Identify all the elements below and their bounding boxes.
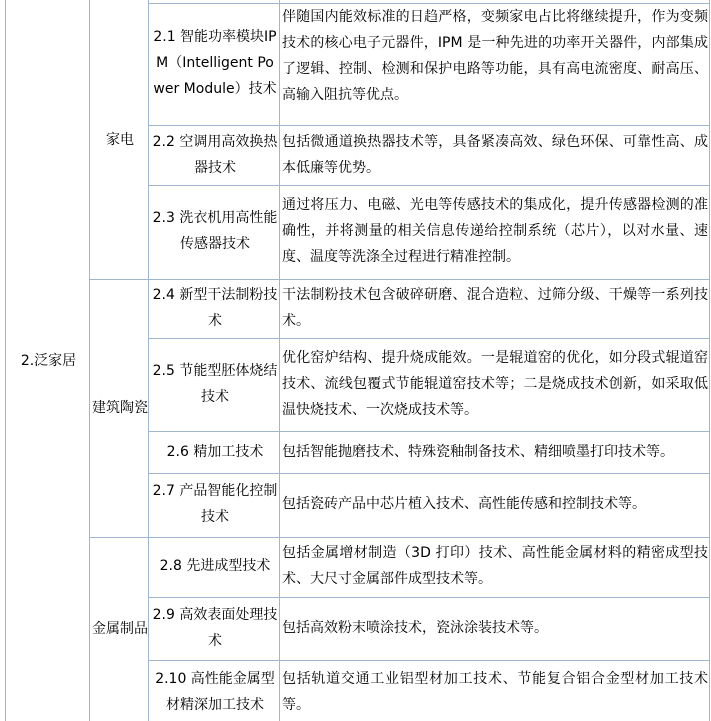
description-text: 包括轨道交通工业铝型材加工技术、节能复合铝合金型材加工技术等。	[282, 670, 708, 713]
tech-label: 2.1 智能功率模块IPM（Intelligent Power Module）技术	[153, 29, 277, 97]
grid-line-horizontal	[148, 597, 710, 598]
description-cell	[280, 475, 710, 533]
level1-category-label: 2.泛家居	[20, 352, 77, 369]
description-text: 伴随国内能效标准的日趋严格，变频家电占比将继续提升，作为变频技术的核心电子元器件，IPM 是一种先进的功率开关器件，内部集成了逻辑、控制、检测和保护电路等功能，具有高电流密度、耐高压、高输入阻抗等优点。	[282, 9, 708, 103]
description-text: 优化窑炉结构、提升烧成能效。一是辊道窑的优化，如分段式辊道窑技术、流线包覆式节能辊道窑技术等；二是烧成技术创新，如采取低温快烧技术、一次烧成技术等。	[282, 350, 708, 418]
category-cell-ceramics	[90, 279, 150, 537]
description-cell	[280, 662, 710, 721]
tech-cell	[150, 475, 280, 533]
grid-line-vertical	[89, 0, 90, 721]
description-text: 包括瓷砖产品中芯片植入技术、高性能传感和控制技术等。	[282, 496, 646, 512]
grid-line-horizontal	[148, 473, 710, 474]
tech-label: 2.2 空调用高效换热器技术	[152, 134, 278, 176]
tech-cell	[150, 599, 280, 657]
grid-line-horizontal	[89, 537, 710, 538]
tech-cell	[150, 127, 280, 183]
level1-category-cell	[7, 0, 90, 721]
category-label: 家电	[106, 131, 134, 148]
tech-label: 2.4 新型干法制粉技术	[152, 287, 278, 329]
description-text: 包括高效粉末喷涂技术，瓷泳涂装技术等。	[282, 620, 548, 636]
tech-cell	[150, 4, 280, 122]
category-label: 建筑陶瓷	[92, 400, 148, 416]
description-cell	[280, 187, 710, 275]
grid-line-vertical	[148, 0, 149, 721]
tech-cell	[150, 280, 280, 336]
grid-line-horizontal	[148, 3, 710, 4]
grid-line-horizontal	[148, 338, 710, 339]
description-text: 包括微通道换热器技术等，具备紧凑高效、绿色环保、可靠性高、成本低廉等优势。	[282, 134, 708, 176]
tech-label: 2.9 高效表面处理技术	[152, 607, 278, 649]
category-cell-metal	[90, 537, 150, 721]
tech-label: 2.5 节能型胚体烧结技术	[152, 363, 278, 405]
tech-label: 2.6 精加工技术	[166, 444, 264, 460]
category-cell-appliances	[90, 0, 150, 279]
description-text: 通过将压力、电磁、光电等传感技术的集成化，提升传感器检测的准确性，并将测量的相关信息传递给控制系统（芯片），以对水量、速度、温度等洗涤全过程进行精准控制。	[282, 197, 708, 265]
description-text: 干法制粉技术包含破碎研磨、混合造粒、过筛分级、干燥等一系列技术。	[282, 287, 708, 329]
grid-line-vertical	[5, 0, 6, 721]
tech-cell	[150, 340, 280, 428]
description-text: 包括金属增材制造（3D 打印）技术、高性能金属材料的精密成型技术、大尺寸金属部件成型技术等。	[282, 545, 708, 587]
grid-line-vertical	[279, 0, 280, 721]
description-cell	[280, 340, 710, 428]
description-cell	[280, 433, 710, 471]
tech-label: 2.7 产品智能化控制技术	[152, 483, 278, 525]
description-cell	[280, 538, 710, 594]
grid-line-horizontal	[148, 660, 710, 661]
tech-cell	[150, 538, 280, 594]
tech-label: 2.10 高性能金属型材精深加工技术	[155, 670, 275, 713]
category-label: 金属制品	[92, 621, 148, 637]
grid-line-horizontal	[89, 279, 710, 280]
grid-line-horizontal	[148, 125, 710, 126]
grid-line-horizontal	[148, 431, 710, 432]
description-cell	[280, 599, 710, 657]
tech-cell	[150, 433, 280, 471]
tech-cell	[150, 187, 280, 275]
description-cell	[280, 127, 710, 183]
grid-line-vertical	[709, 0, 710, 721]
description-cell	[280, 280, 710, 336]
tech-cell	[150, 662, 280, 721]
tech-label: 2.8 先进成型技术	[159, 558, 271, 574]
description-text: 包括智能抛磨技术、特殊瓷釉制备技术、精细喷墨打印技术等。	[282, 444, 674, 460]
grid-line-horizontal	[148, 185, 710, 186]
description-cell	[280, 4, 710, 122]
tech-label: 2.3 洗衣机用高性能传感器技术	[152, 210, 278, 252]
